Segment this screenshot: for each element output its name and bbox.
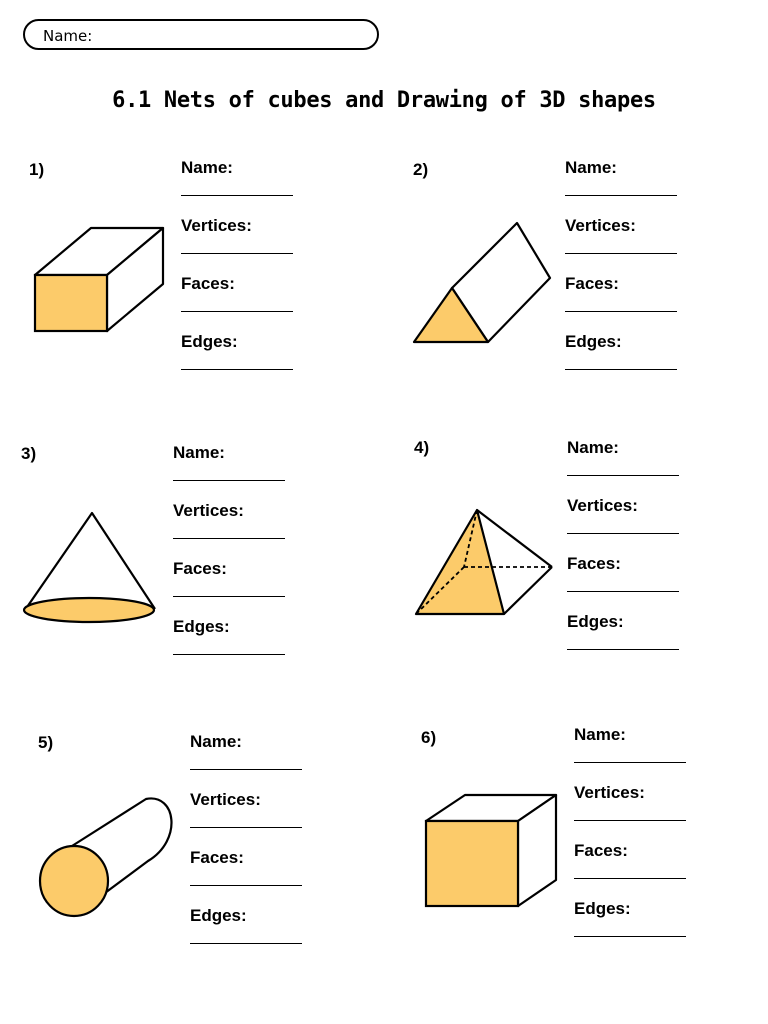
answer-fields [181,158,296,390]
faces-label: Faces: [565,274,619,293]
faces-label: Faces: [567,554,621,573]
cone-icon [22,510,162,635]
name-label: Name: [567,438,619,457]
vertices-answer-line[interactable] [565,253,677,254]
edges-label: Edges: [190,906,247,925]
problem-3 [0,435,360,695]
vertices-answer-line[interactable] [574,820,686,821]
faces-answer-line[interactable] [173,596,285,597]
problem-number: 1) [29,160,45,179]
problem-number: 6) [421,728,437,747]
rectangular-prism-icon [30,225,170,345]
edges-label: Edges: [574,899,631,918]
name-label: Name: [181,158,233,177]
problem-number: 3) [21,444,37,463]
page-title: 6.1 Nets of cubes and Drawing of 3D shapes [112,88,656,113]
name-answer-line[interactable] [565,195,677,196]
edges-answer-line[interactable] [574,936,686,937]
name-label: Name: [574,725,626,744]
edges-label: Edges: [567,612,624,631]
faces-answer-line[interactable] [181,311,293,312]
cube-icon [424,792,569,917]
edges-answer-line[interactable] [565,369,677,370]
vertices-answer-line[interactable] [190,827,302,828]
name-answer-line[interactable] [574,762,686,763]
name-label: Name: [190,732,242,751]
problem-number: 4) [414,438,430,457]
name-answer-line[interactable] [567,475,679,476]
vertices-label: Vertices: [190,790,261,809]
vertices-label: Vertices: [173,501,244,520]
problem-number: 5) [38,733,54,752]
edges-label: Edges: [181,332,238,351]
edges-answer-line[interactable] [190,943,302,944]
faces-answer-line[interactable] [574,878,686,879]
vertices-label: Vertices: [574,783,645,802]
vertices-label: Vertices: [565,216,636,235]
name-answer-line[interactable] [181,195,293,196]
edges-answer-line[interactable] [567,649,679,650]
student-name-box[interactable] [23,19,379,50]
faces-label: Faces: [173,559,227,578]
name-label: Name: [173,443,225,462]
answer-fields [173,443,288,675]
faces-answer-line[interactable] [567,591,679,592]
vertices-answer-line[interactable] [173,538,285,539]
faces-answer-line[interactable] [565,311,677,312]
vertices-label: Vertices: [567,496,638,515]
vertices-answer-line[interactable] [567,533,679,534]
edges-answer-line[interactable] [181,369,293,370]
faces-label: Faces: [190,848,244,867]
faces-label: Faces: [181,274,235,293]
problem-4 [384,430,744,690]
problem-number: 2) [413,160,429,179]
name-answer-line[interactable] [173,480,285,481]
cylinder-icon [38,795,188,920]
vertices-label: Vertices: [181,216,252,235]
answer-fields [190,732,305,964]
answer-fields [565,158,680,390]
vertices-answer-line[interactable] [181,253,293,254]
edges-label: Edges: [565,332,622,351]
problem-6 [384,720,744,980]
square-pyramid-icon [414,508,564,623]
edges-label: Edges: [173,617,230,636]
answer-fields [567,438,682,670]
answer-fields [574,725,689,957]
faces-answer-line[interactable] [190,885,302,886]
problem-1 [0,150,360,410]
problem-2 [384,150,744,410]
triangular-prism-icon [412,220,562,355]
faces-label: Faces: [574,841,628,860]
problem-5 [0,725,360,985]
edges-answer-line[interactable] [173,654,285,655]
name-label: Name: [565,158,617,177]
student-name-label: Name: [43,27,93,45]
name-answer-line[interactable] [190,769,302,770]
